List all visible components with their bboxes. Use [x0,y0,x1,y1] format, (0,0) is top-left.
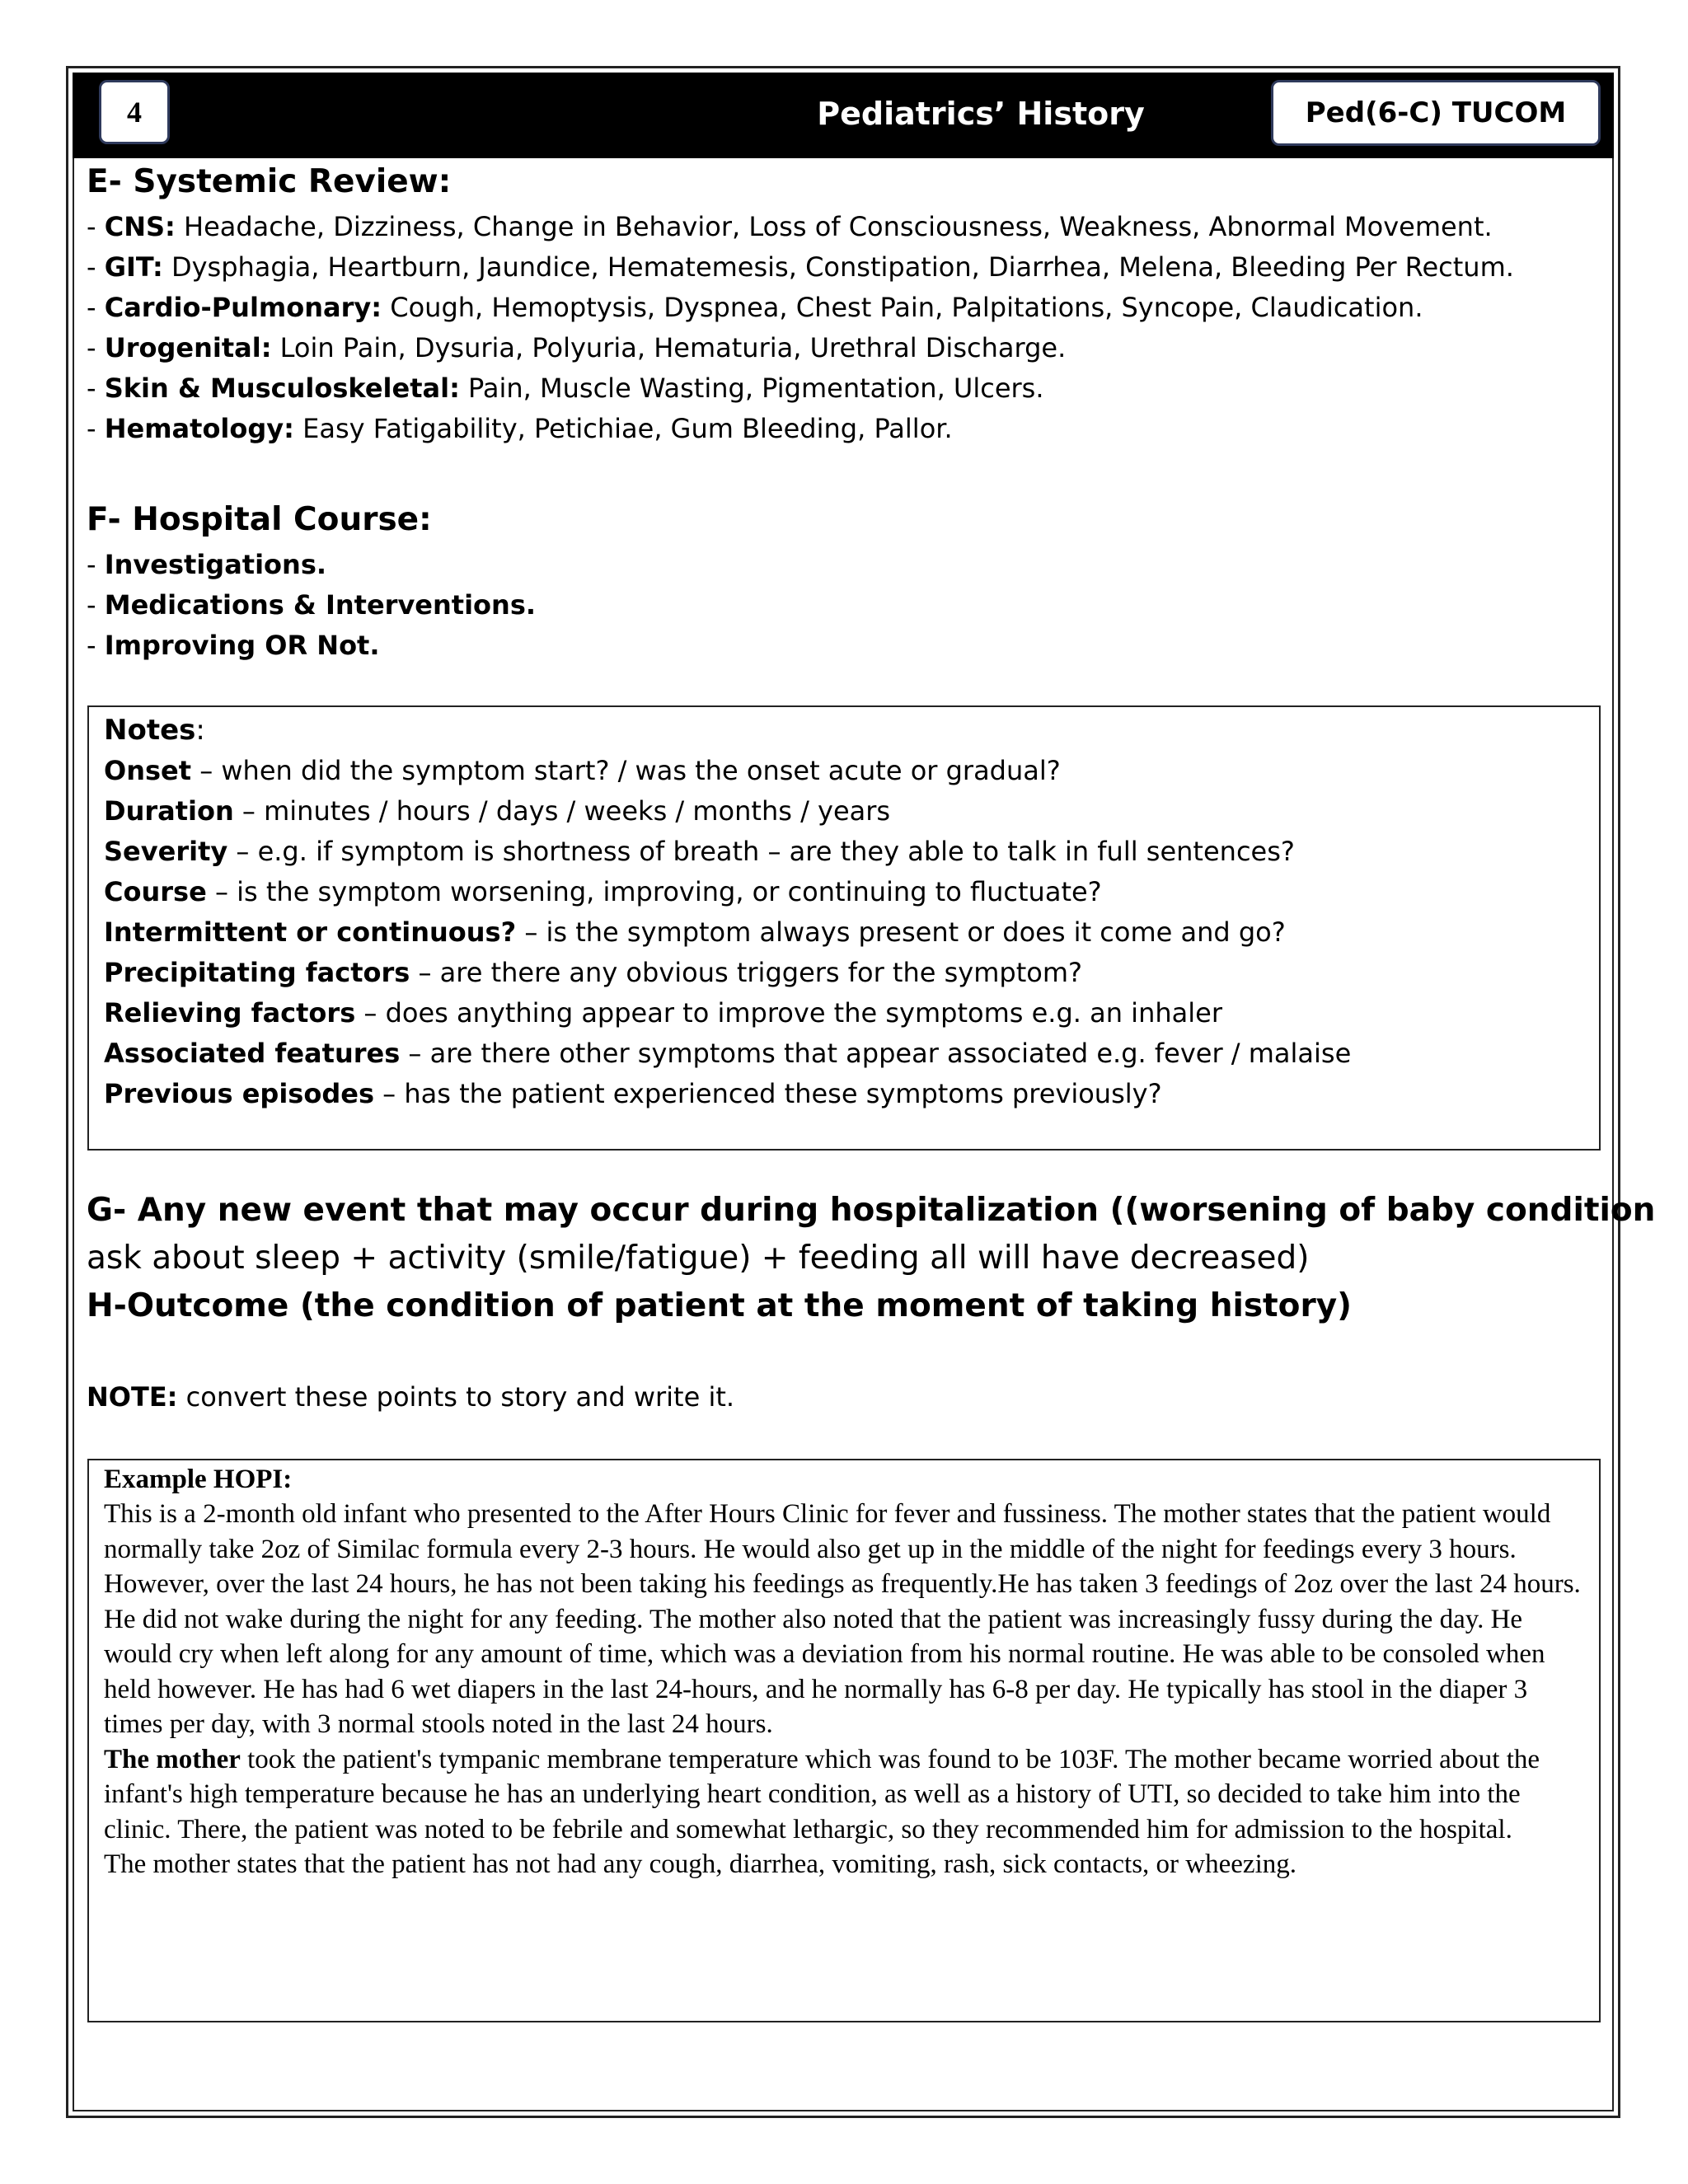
section-g-text: ask about sleep + activity (smile/fatigue) + feeding all will have decreased) [87,1240,1310,1277]
notes-item: Precipitating factors – are there any obvious triggers for the symptom? [104,957,1082,988]
hospital-course-item: - Medications & Interventions. [87,589,537,621]
notes-item: Previous episodes – has the patient experienced these symptoms previously? [104,1078,1162,1109]
systemic-review-item: - GIT: Dysphagia, Heartburn, Jaundice, Hematemesis, Constipation, Diarrhea, Melena, Bleeding Per Rectum. [87,251,1514,283]
systemic-review-item: - Cardio-Pulmonary: Cough, Hemoptysis, Dyspnea, Chest Pain, Palpitations, Syncope, Claudication. [87,292,1423,323]
notes-item: Intermittent or continuous? – is the symptom always present or does it come and go? [104,916,1286,948]
example-paragraph: This is a 2-month old infant who presented to the After Hours Clinic for fever and fussiness. The mother states that the patient would normally take 2oz of Similac formula every 2-3 hours. He would also get up in the middle of the night for feedings every 3 hours. However, over the last 24 hours, he has not been taking his feedings as frequently.He has taken 3 feedings of 2oz over the last 24 hours. He did not wake during the night for any feeding. The mother also noted that the patient was increasingly fussy during the day. He would cry when left along for any amount of time, which was a deviation from his normal routine. He was able to be consoled when held however. He has had 6 wet diapers in the last 24-hours, and he normally has 6-8 per day. He typically has stool in the diaper 3 times per day, with 3 normal stools noted in the last 24 hours. [104,1499,1581,1739]
hospital-course-item: - Investigations. [87,549,327,580]
notes-item: Onset – when did the symptom start? / was the onset acute or gradual? [104,755,1061,786]
example-paragraph: The mother took the patient's tympanic membrane temperature which was found to be 103F. The mother became worried about the infant's high temperature because he has an underlying heart condition, as well as a history of UTI, so decided to take him into the [104,1744,1540,1809]
section-g-heading: G- Any new event that may occur during hospitalization ((worsening of baby condition [87,1192,1656,1229]
systemic-review-item: - Urogenital: Loin Pain, Dysuria, Polyuria, Hematuria, Urethral Discharge. [87,332,1067,363]
systemic-review-item: - Skin & Musculoskeletal: Pain, Muscle Wasting, Pigmentation, Ulcers. [87,373,1044,404]
notes-item: Relieving factors – does anything appear to improve the symptoms e.g. an inhaler [104,997,1222,1029]
notes-item: Course – is the symptom worsening, improving, or continuing to fluctuate? [104,876,1102,907]
notes-item: Associated features – are there other symptoms that appear associated e.g. fever / malaise [104,1038,1352,1069]
page-number: 4 [99,80,170,144]
page-title: Pediatrics’ History [817,96,1145,132]
hospital-course-item: - Improving OR Not. [87,630,380,661]
systemic-review-heading: E- Systemic Review: [87,163,452,200]
example-paragraph: The mother states that the patient has not had any cough, diarrhea, vomiting, rash, sick contacts, or wheezing. [104,1849,1296,1879]
note-line: NOTE: convert these points to story and write it. [87,1381,735,1413]
systemic-review-item: - CNS: Headache, Dizziness, Change in Behavior, Loss of Consciousness, Weakness, Abnormal Movement. [87,211,1493,242]
notes-heading: Notes: [104,714,205,747]
notes-item: Duration – minutes / hours / days / weeks / months / years [104,795,891,827]
example-hopi-text [104,1497,1587,1882]
systemic-review-item: - Hematology: Easy Fatigability, Petichiae, Gum Bleeding, Pallor. [87,413,953,444]
example-hopi-heading: Example HOPI: [104,1465,293,1494]
notes-item: Severity – e.g. if symptom is shortness of breath – are they able to talk in full sentences? [104,836,1295,867]
hospital-course-heading: F- Hospital Course: [87,501,432,538]
example-paragraph: clinic. There, the patient was noted to be febrile and somewhat lethargic, so they recommended him for admission to the hospital. [104,1814,1512,1844]
course-label: Ped(6-C) TUCOM [1271,80,1601,146]
section-h-heading: H-Outcome (the condition of patient at the moment of taking history) [87,1287,1352,1324]
